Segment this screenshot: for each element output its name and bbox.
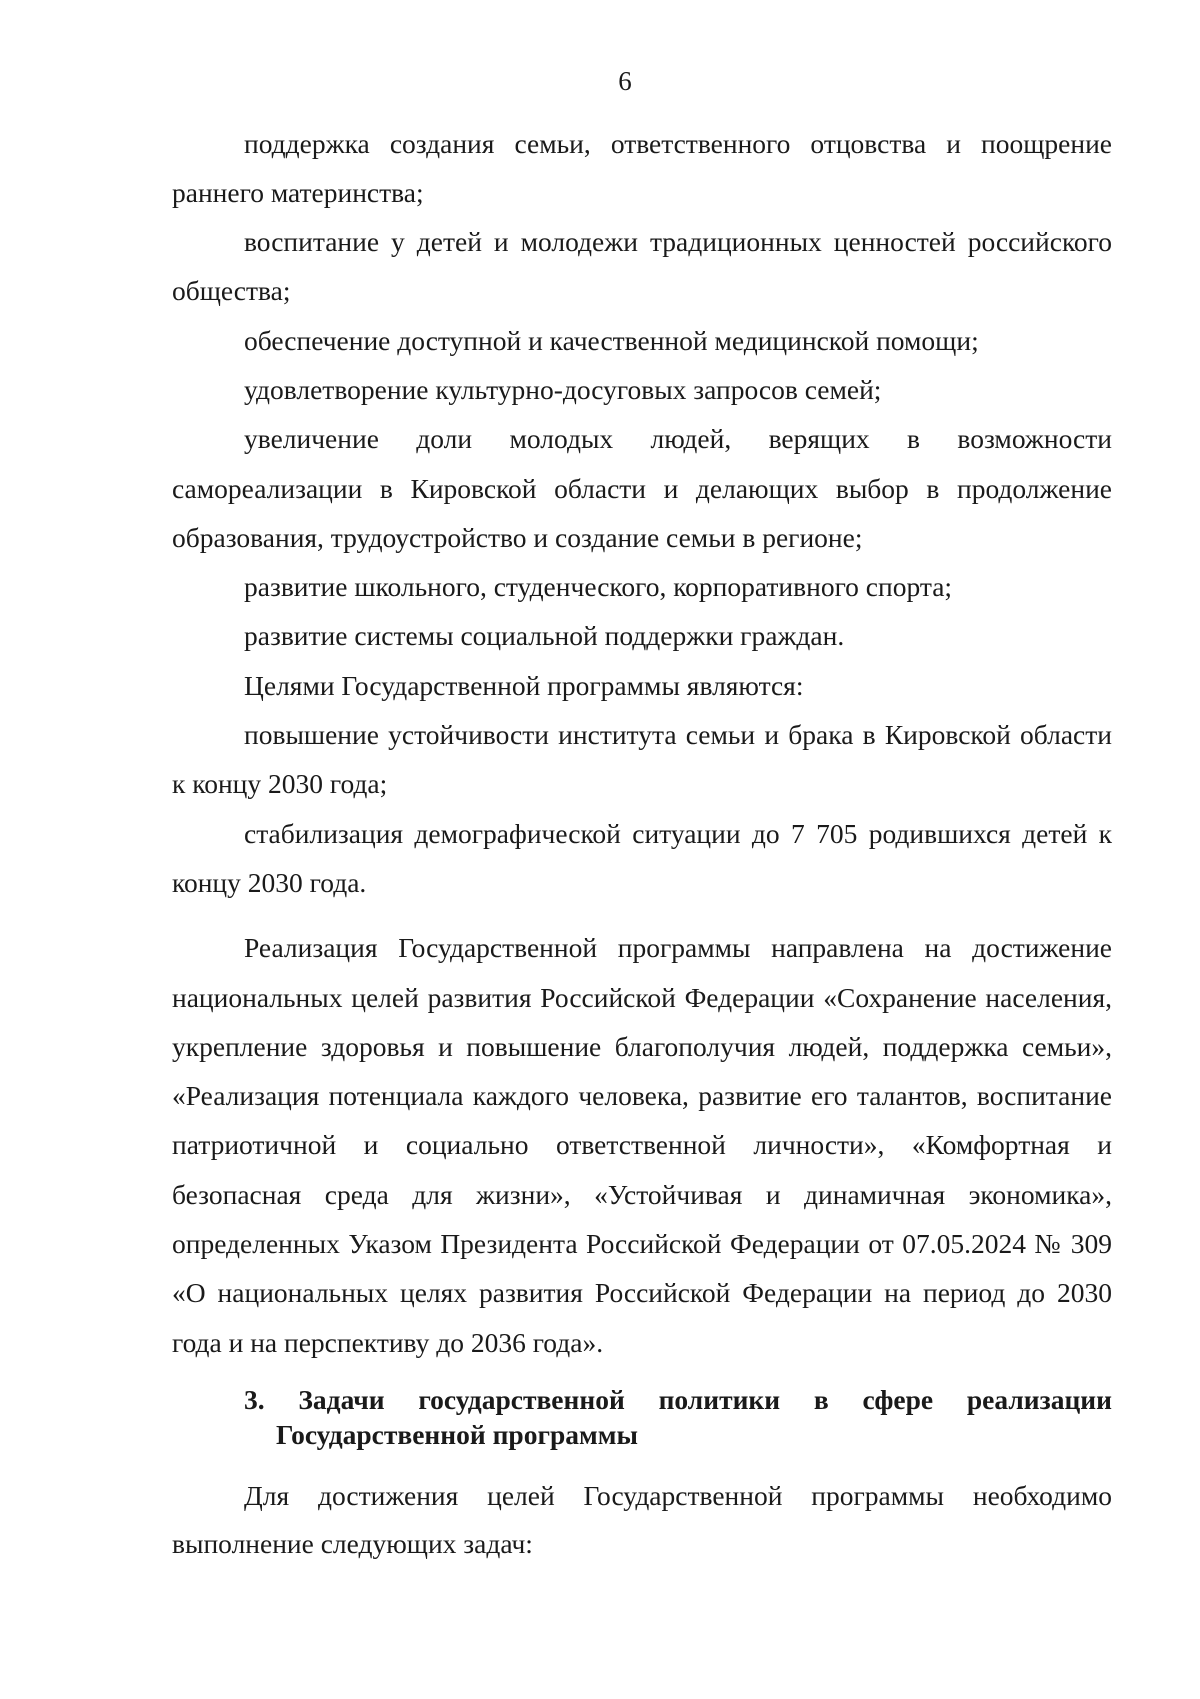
paragraph: увеличение доли молодых людей, верящих в возможности самореализации в Кировской области и делающих выбор в продолжение образования, трудоустройство и создание семьи в регионе; [172, 423, 1112, 553]
page-number: 6 [618, 66, 632, 96]
section-heading [172, 1382, 1112, 1452]
paragraph: удовлетворение культурно-досуговых запросов семей; [244, 373, 882, 405]
section-body [172, 1472, 1112, 1568]
paragraph: воспитание у детей и молодежи традиционных ценностей российского общества; [172, 226, 1112, 307]
paragraph: поддержка создания семьи, ответственного отцовства и поощрение раннего материнства; [172, 127, 1112, 208]
paragraph: Целями Государственной программы являются: [244, 669, 804, 701]
paragraph: Реализация Государственной программы направлена на достижение национальных целей развития Российской Федерации «Сохранение населения, укрепление здоровья и повышение благополучия людей, поддержка семьи», «Реализация потенциала каждого человека, развитие его талантов, воспитание патриотичной и социально ответственной личности», «Комфортная и безопасная среда для жизни», «Устойчивая и динамичная экономика», определенных Указом Президента Российской Федерации от 07.05.2024 № 309 «О национальных целях развития Российской Федерации на период до 2030 года и на перспективу до 2036 года». [172, 932, 1112, 1358]
body-text [172, 119, 1112, 1367]
paragraph: Для достижения целей Государственной программы необходимо выполнение следующих задач: [172, 1480, 1112, 1559]
paragraph: развитие системы социальной поддержки граждан. [244, 620, 845, 652]
paragraph: обеспечение доступной и качественной медицинской помощи; [244, 324, 979, 356]
section-heading-line1: 3. Задачи государственной политики в сфере реализации [244, 1384, 1112, 1415]
paragraph: развитие школьного, студенческого, корпоративного спорта; [244, 571, 953, 603]
paragraph: повышение устойчивости института семьи и брака в Кировской области к концу 2030 года; [172, 719, 1112, 800]
paragraph: стабилизация демографической ситуации до 7 705 родившихся детей к концу 2030 года. [172, 817, 1112, 898]
section-heading-line2: Государственной программы [276, 1419, 638, 1450]
